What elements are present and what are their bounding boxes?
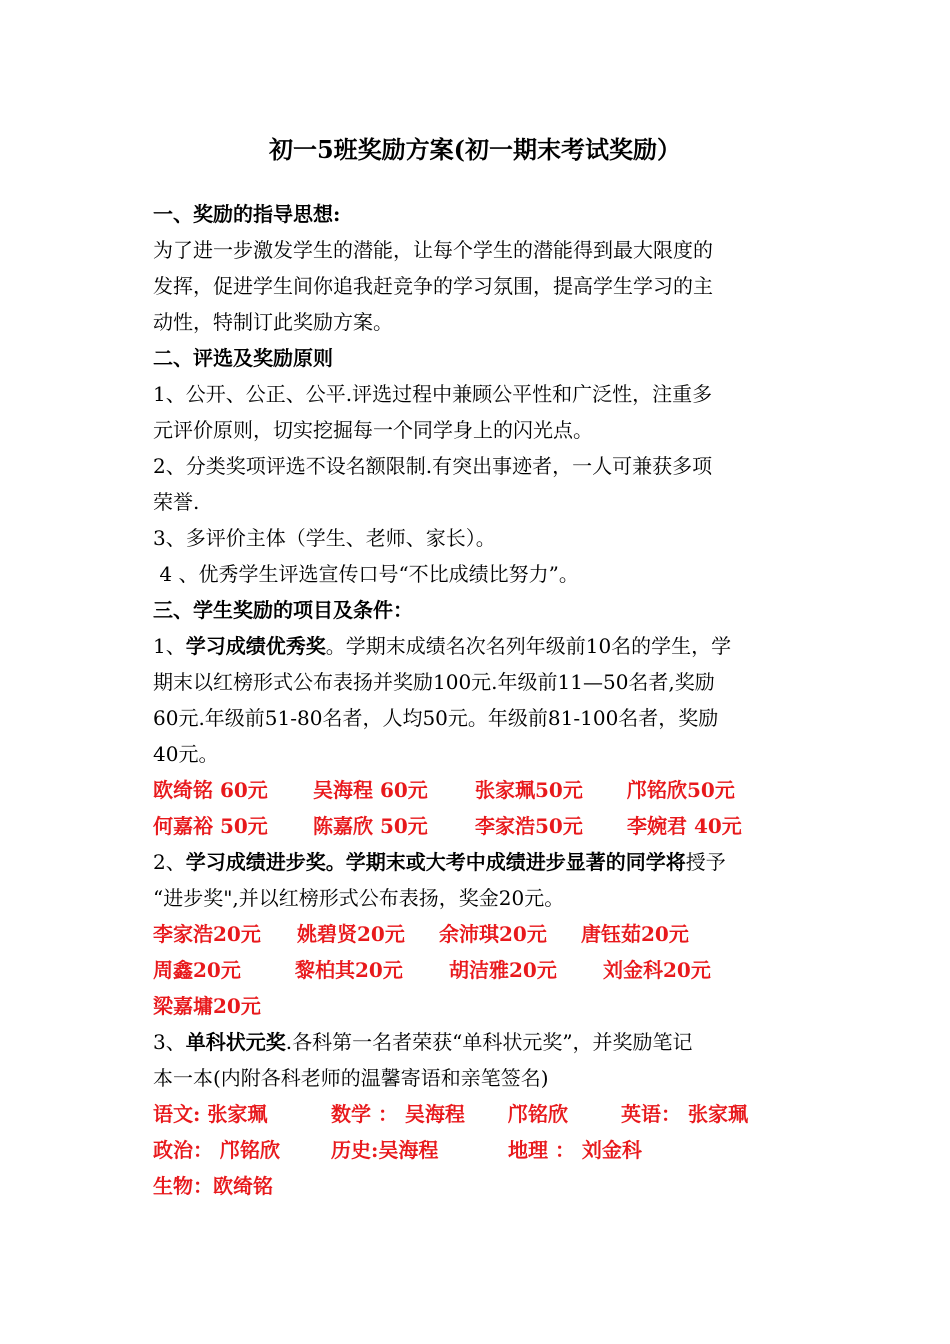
subject-winner: 邝铭欣 (508, 1102, 568, 1126)
subject-winner: 地理 ： 刘金科 (508, 1138, 642, 1162)
section-2-heading: 二、评选及奖励原则 (153, 346, 333, 370)
section-3-heading: 三、学生奖励的项目及条件： (153, 598, 413, 622)
award-1-description: 。学期末成绩名次名列年级前10名的学生，学 (325, 634, 732, 658)
subject-winner: 历史:吴海程 (331, 1138, 439, 1162)
paragraph-line: 60元.年级前51-80名者，人均50元。年级前81-100名者，奖励 (153, 706, 719, 730)
document-body (153, 196, 813, 1204)
paragraph-line: 3、多评价主体（学生、老师、家长）。 (153, 526, 496, 550)
award-1-intro (153, 628, 813, 664)
winner-entry: 邝铭欣50元 (627, 778, 735, 802)
document-title: 初一5班奖励方案(初一期末考试奖励） (268, 135, 682, 164)
winner-entry: 梁嘉墉20元 (153, 994, 261, 1018)
winner-entry: 陈嘉欣 50元 (313, 814, 428, 838)
award-1-winners-row (153, 772, 813, 808)
winner-entry: 何嘉裕 50元 (153, 814, 268, 838)
award-1-prefix: 1、 (153, 634, 186, 658)
subject-winners-row (153, 1132, 813, 1168)
award-3-prefix: 3、 (153, 1030, 186, 1054)
winner-entry: 余沛琪20元 (439, 922, 547, 946)
paragraph-line: 期末以红榜形式公布表扬并奖励100元.年级前11—50名者,奖励 (153, 670, 715, 694)
subject-winner: 数学 ： 吴海程 (331, 1102, 465, 1126)
paragraph-line: 为了进一步激发学生的潜能，让每个学生的潜能得到最大限度的 (153, 238, 713, 262)
award-2-winners-row (153, 988, 813, 1024)
winner-entry: 欧绮铭 60元 (153, 778, 268, 802)
section-1-heading: 一、奖励的指导思想: (153, 202, 341, 226)
winner-entry: 吴海程 60元 (313, 778, 428, 802)
award-1-winners-row (153, 808, 813, 844)
subject-winner: 生物：欧绮铭 (153, 1174, 273, 1198)
winner-entry: 刘金科20元 (603, 958, 711, 982)
paragraph-line: 动性，特制订此奖励方案。 (153, 310, 393, 334)
award-2-intro (153, 844, 813, 880)
winner-entry: 胡洁雅20元 (449, 958, 557, 982)
paragraph-line: 4 、优秀学生评选宣传口号“不比成绩比努力”。 (153, 562, 579, 586)
winner-entry: 周鑫20元 (153, 958, 241, 982)
paragraph-line: 元评价原则，切实挖掘每一个同学身上的闪光点。 (153, 418, 593, 442)
winner-entry: 唐钰茹20元 (581, 922, 689, 946)
winner-entry: 李家浩50元 (475, 814, 583, 838)
winner-entry: 李家浩20元 (153, 922, 261, 946)
winner-entry: 张家珮50元 (475, 778, 583, 802)
award-2-winners-row (153, 952, 813, 988)
subject-winner: 政治： 邝铭欣 (153, 1138, 280, 1162)
paragraph-line: “进步奖",并以红榜形式公布表扬，奖金20元。 (153, 886, 565, 910)
subject-winner: 英语： 张家珮 (621, 1102, 748, 1126)
award-1-name: 学习成绩优秀奖 (185, 634, 326, 658)
subject-winners-row (153, 1096, 813, 1132)
winner-entry: 黎柏其20元 (295, 958, 403, 982)
paragraph-line: 发挥，促进学生间你追我赶竞争的学习氛围，提高学生学习的主 (153, 274, 713, 298)
award-2-winners-row (153, 916, 813, 952)
paragraph-line: 2、分类奖项评选不设名额限制.有突出事迹者，一人可兼获多项 (153, 454, 713, 478)
winner-entry: 李婉君 40元 (627, 814, 742, 838)
paragraph-line: 40元。 (153, 742, 219, 766)
award-2-name: 学习成绩进步奖。学期末或大考中成绩进步显著的同学将 (185, 850, 686, 874)
award-3-description: .各科第一名者荣获“单科状元奖”，并奖励笔记 (285, 1030, 693, 1054)
subject-winner: 语文: 张家珮 (153, 1102, 268, 1126)
award-2-prefix: 2、 (153, 850, 186, 874)
paragraph-line: 1、公开、公正、公平.评选过程中兼顾公平性和广泛性，注重多 (153, 382, 713, 406)
paragraph-line: 荣誉. (153, 490, 200, 514)
subject-winners-row (153, 1168, 813, 1204)
award-2-suffix: 授予 (685, 850, 726, 874)
paragraph-line: 本一本(内附各科老师的温馨寄语和亲笔签名) (153, 1066, 549, 1090)
winner-entry: 姚碧贤20元 (297, 922, 405, 946)
award-3-name: 单科状元奖 (185, 1030, 286, 1054)
award-3-intro (153, 1024, 813, 1060)
